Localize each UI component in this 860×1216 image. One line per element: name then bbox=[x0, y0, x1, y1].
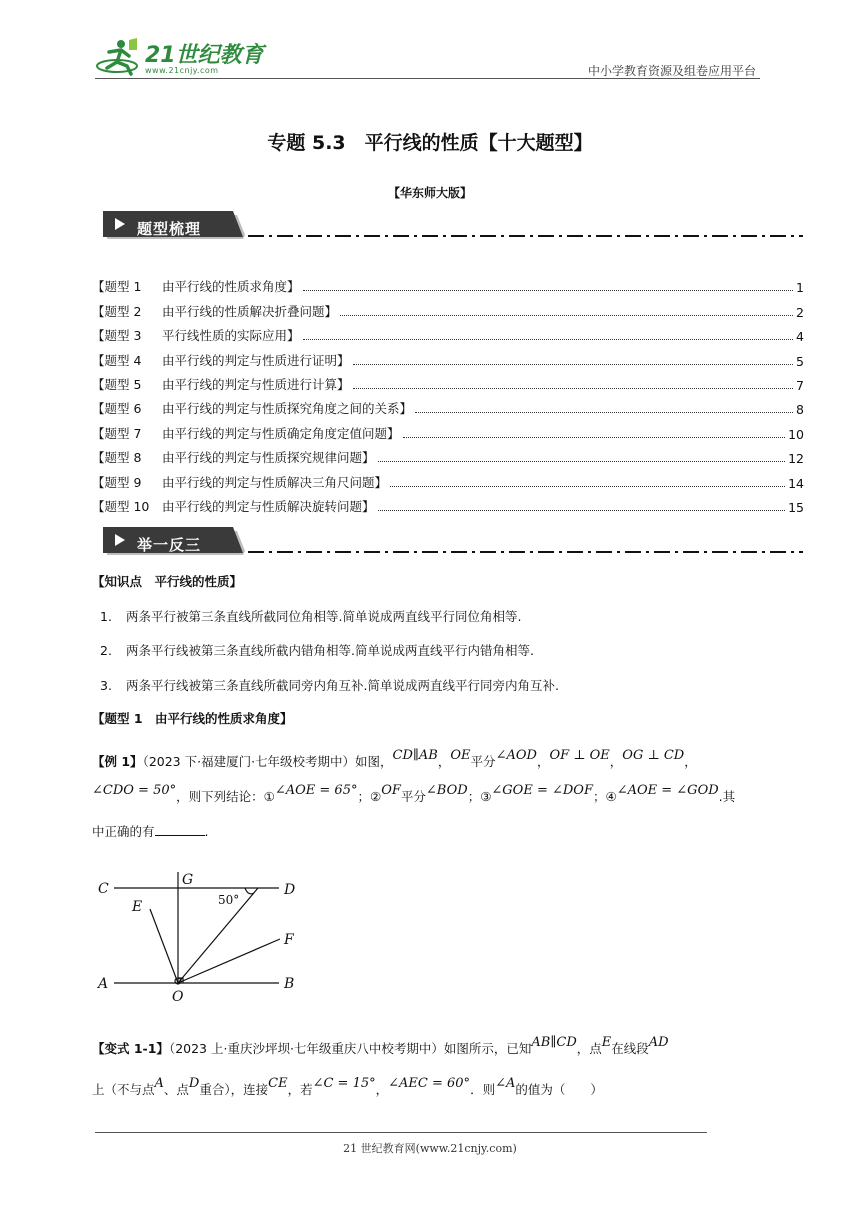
toc-banner-label: 题型梳理 bbox=[137, 220, 202, 238]
toc-entry[interactable] bbox=[92, 344, 804, 368]
toc-text: 由平行线的判定与性质探究规律问题】 bbox=[162, 450, 375, 466]
text-run: ， bbox=[684, 754, 697, 769]
toc-entry[interactable] bbox=[92, 442, 804, 466]
toc-entry[interactable] bbox=[92, 417, 804, 441]
toc-num: 【题型 10 bbox=[92, 498, 150, 514]
toc-page: 14 bbox=[788, 475, 804, 491]
item-text: 两条平行被第三条直线所截同位角相等.简单说成两直线平行同位角相等. bbox=[126, 609, 522, 624]
math-expr: E bbox=[601, 1035, 612, 1050]
math-expr: OG ⊥ CD bbox=[622, 748, 685, 763]
variant1-text bbox=[92, 1029, 782, 1111]
toc-leader bbox=[353, 364, 794, 365]
variant-source: （2023 上·重庆沙坪坝·七年级重庆八中校考期中）如图所示，已知 bbox=[168, 1041, 532, 1056]
toc-banner bbox=[103, 211, 803, 245]
toc-text: 由平行线的判定与性质解决三角尺问题】 bbox=[162, 474, 388, 490]
toc-entry[interactable] bbox=[92, 320, 804, 344]
math-expr: OF ⊥ OE bbox=[549, 748, 610, 763]
toc-leader bbox=[403, 437, 786, 438]
example1-text bbox=[92, 745, 782, 849]
page-title: 专题 5.3 平行线的性质【十大题型】 bbox=[267, 132, 593, 154]
toc-entry[interactable] bbox=[92, 466, 804, 490]
edition-label: 【华东师大版】 bbox=[387, 186, 472, 200]
math-expr: AB∥CD bbox=[531, 1035, 577, 1050]
toc-text: 由平行线的性质求角度】 bbox=[162, 279, 300, 295]
label-angle-50: 50° bbox=[218, 893, 240, 907]
text-run: 上（不与点 bbox=[92, 1082, 155, 1097]
text-run: ；③ bbox=[467, 789, 492, 804]
toc-leader bbox=[378, 510, 786, 511]
math-expr: CE bbox=[268, 1076, 288, 1091]
header-platform-text: 中小学教育资源及组卷应用平台 bbox=[587, 64, 756, 78]
toc-leader bbox=[303, 290, 794, 291]
math-expr: A bbox=[154, 1076, 164, 1091]
knowledge-item bbox=[100, 607, 521, 625]
header-divider bbox=[95, 78, 760, 79]
math-expr: ∠AOE = ∠GOD bbox=[616, 783, 719, 798]
math-expr: AD bbox=[648, 1035, 669, 1050]
text-run: ；④ bbox=[592, 789, 617, 804]
math-expr: ∠AOD bbox=[495, 748, 537, 763]
text-run: ， bbox=[375, 1082, 389, 1097]
text-run: 平分 bbox=[470, 754, 496, 769]
ray-oe bbox=[150, 909, 178, 983]
toc-text: 由平行线的判定与性质探究角度之间的关系】 bbox=[162, 401, 413, 417]
text-run: 平分 bbox=[400, 789, 426, 804]
toc-leader bbox=[415, 412, 793, 413]
text-run: ；② bbox=[357, 789, 382, 804]
label-o: O bbox=[172, 989, 184, 1005]
example-source: （2023 下·福建厦门·七年级校考期中）如图， bbox=[142, 754, 393, 769]
math-expr: ∠AEC = 60° bbox=[388, 1076, 471, 1091]
math-expr: ∠AOE = 65° bbox=[274, 783, 358, 798]
text-run: . bbox=[204, 824, 209, 839]
label-b: B bbox=[284, 976, 295, 992]
label-d: D bbox=[284, 882, 296, 898]
example-label: 【例 1】 bbox=[92, 754, 143, 769]
toc-text: 由平行线的判定与性质确定角度定值问题】 bbox=[162, 425, 400, 441]
label-f: F bbox=[284, 932, 294, 948]
item-number: 1. bbox=[100, 609, 112, 624]
math-expr: ∠A bbox=[495, 1076, 516, 1091]
text-run: ，若 bbox=[287, 1082, 313, 1097]
item-text: 两条平行线被第三条直线所截内错角相等.简单说成两直线平行内错角相等. bbox=[126, 643, 534, 658]
math-expr: ∠CDO = 50° bbox=[92, 783, 177, 798]
math-expr: ∠GOE = ∠DOF bbox=[491, 783, 593, 798]
toc-leader bbox=[390, 486, 785, 487]
type1-heading: 【题型 1 由平行线的性质求角度】 bbox=[92, 711, 293, 726]
toc-page: 10 bbox=[788, 426, 804, 442]
toc-entry[interactable] bbox=[92, 271, 804, 295]
text-run: .其 bbox=[718, 789, 736, 804]
toc-num: 【题型 8 bbox=[92, 450, 142, 466]
text-run: ．则 bbox=[470, 1082, 496, 1097]
text-run: 在线段 bbox=[611, 1041, 649, 1056]
knowledge-heading: 【知识点 平行线的性质】 bbox=[92, 574, 243, 589]
toc-text: 由平行线的判定与性质解决旋转问题】 bbox=[162, 498, 375, 514]
item-text: 两条平行线被第三条直线所截同旁内角互补.简单说成两直线平行同旁内角互补. bbox=[126, 678, 559, 693]
footer-link[interactable]: 21 世纪教育网(www.21cnjy.com) bbox=[343, 1142, 517, 1155]
toc-text: 由平行线的判定与性质进行证明】 bbox=[162, 352, 350, 368]
logo-text: 21世纪教育 bbox=[145, 43, 264, 68]
toc-num: 【题型 4 bbox=[92, 352, 142, 368]
math-expr: D bbox=[188, 1076, 200, 1091]
item-number: 3. bbox=[100, 678, 112, 693]
practice-banner bbox=[103, 527, 803, 561]
label-a: A bbox=[98, 976, 109, 992]
toc-page: 8 bbox=[796, 402, 804, 418]
text-run: ， bbox=[536, 754, 550, 769]
toc-text: 由平行线的判定与性质进行计算】 bbox=[162, 376, 350, 392]
toc-page: 7 bbox=[796, 377, 804, 393]
logo-url: www.21cnjy.com bbox=[145, 66, 219, 75]
text-run: ，则下列结论：① bbox=[176, 789, 275, 804]
geometry-figure bbox=[92, 862, 312, 1007]
item-number: 2. bbox=[100, 643, 112, 658]
toc-leader bbox=[378, 461, 786, 462]
toc-num: 【题型 5 bbox=[92, 376, 142, 392]
label-g: G bbox=[182, 872, 194, 888]
text-run: 的值为（ ） bbox=[515, 1082, 603, 1097]
angle-arc bbox=[245, 888, 254, 894]
text-run: 、点 bbox=[163, 1082, 189, 1097]
toc-page: 15 bbox=[788, 499, 804, 515]
toc-page: 4 bbox=[796, 329, 804, 345]
toc-text: 由平行线的性质解决折叠问题】 bbox=[162, 303, 338, 319]
text-run: ， bbox=[437, 754, 451, 769]
toc-text: 平行线性质的实际应用】 bbox=[162, 328, 300, 344]
toc-num: 【题型 2 bbox=[92, 303, 142, 319]
toc-entry[interactable] bbox=[92, 295, 804, 319]
toc-leader bbox=[303, 339, 794, 340]
label-c: C bbox=[98, 881, 109, 897]
toc-entry[interactable] bbox=[92, 393, 804, 417]
toc-num: 【题型 1 bbox=[92, 279, 142, 295]
knowledge-item bbox=[100, 676, 559, 694]
knowledge-item bbox=[100, 641, 534, 659]
toc-entry[interactable] bbox=[92, 491, 804, 515]
toc-page: 5 bbox=[796, 353, 804, 369]
toc-leader bbox=[340, 315, 793, 316]
math-expr: ∠BOD bbox=[425, 783, 468, 798]
ray-of bbox=[178, 939, 280, 983]
practice-banner-label: 举一反三 bbox=[137, 536, 202, 554]
toc-num: 【题型 7 bbox=[92, 425, 142, 441]
label-e: E bbox=[132, 899, 143, 915]
math-expr: CD∥AB bbox=[392, 748, 438, 763]
math-expr: OE bbox=[450, 748, 471, 763]
toc-leader bbox=[353, 388, 794, 389]
math-expr: ∠C = 15° bbox=[312, 1076, 376, 1091]
toc-num: 【题型 3 bbox=[92, 328, 142, 344]
text-run: ，点 bbox=[576, 1041, 602, 1056]
toc-page: 2 bbox=[796, 304, 804, 320]
math-expr: OF bbox=[381, 783, 401, 798]
toc-page: 1 bbox=[796, 280, 804, 296]
text-run: 中正确的有 bbox=[92, 824, 155, 839]
toc-num: 【题型 9 bbox=[92, 474, 142, 490]
variant-label: 【变式 1-1】 bbox=[92, 1041, 169, 1056]
toc-page: 12 bbox=[788, 451, 804, 467]
toc-entry[interactable] bbox=[92, 369, 804, 393]
toc-num: 【题型 6 bbox=[92, 401, 142, 417]
text-run: 重合），连接 bbox=[199, 1082, 269, 1097]
answer-blank[interactable] bbox=[155, 823, 205, 836]
banner-shape bbox=[103, 211, 803, 245]
text-run: ， bbox=[609, 754, 623, 769]
banner-shape bbox=[103, 527, 803, 561]
table-of-contents bbox=[92, 271, 804, 515]
footer-divider bbox=[95, 1132, 707, 1133]
site-logo bbox=[95, 36, 265, 80]
